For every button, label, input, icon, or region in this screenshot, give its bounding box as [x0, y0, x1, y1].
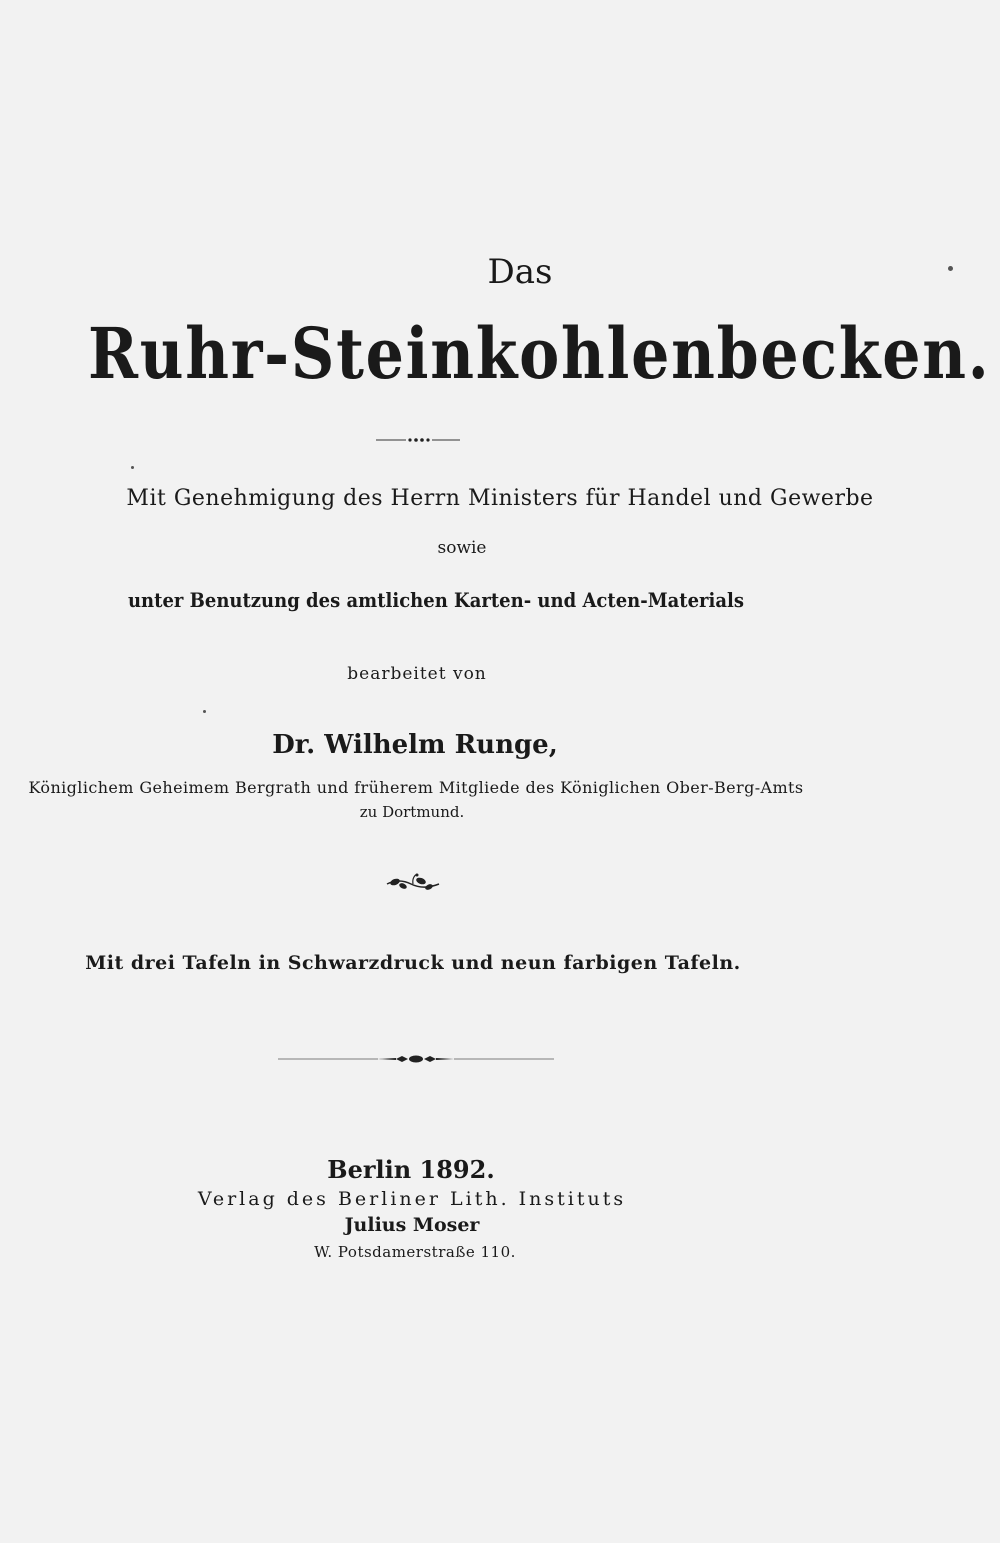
paper-speck: [948, 266, 953, 271]
plates-note: Mit drei Tafeln in Schwarzdruck und neun farbigen Tafeln.: [85, 952, 741, 974]
imprint-publisher: Verlag des Berliner Lith. Instituts: [197, 1188, 627, 1210]
author-title-line-1: Königlichem Geheimem Bergrath und früherem Mitgliede des Königlichen Ober-Berg-Amts: [28, 778, 804, 797]
subtitle-line-2: sowie: [437, 538, 487, 558]
subtitle-line-3: unter Benutzung des amtlichen Karten- und Acten-Materials: [127, 588, 745, 612]
imprint-proprietor: Julius Moser: [344, 1214, 480, 1236]
pre-title: Das: [487, 252, 553, 292]
main-title: Ruhr-Steinkohlenbecken.: [88, 312, 991, 395]
imprint-address: W. Potsdamerstraße 110.: [314, 1243, 516, 1261]
paper-speck: [203, 710, 206, 713]
by-line: bearbeitet von: [347, 664, 487, 684]
author-title-line-2: zu Dortmund.: [359, 803, 465, 821]
floral-vignette-icon: [385, 872, 441, 894]
ornamental-rule-icon: [376, 436, 460, 444]
author-name: Dr. Wilhelm Runge,: [272, 730, 558, 760]
imprint-place-year: Berlin 1892.: [327, 1155, 495, 1184]
subtitle-line-1: Mit Genehmigung des Herrn Ministers für Handel und Gewerbe: [126, 486, 874, 511]
paper-speck: [131, 466, 134, 469]
ornamental-rule-icon: [278, 1052, 554, 1066]
